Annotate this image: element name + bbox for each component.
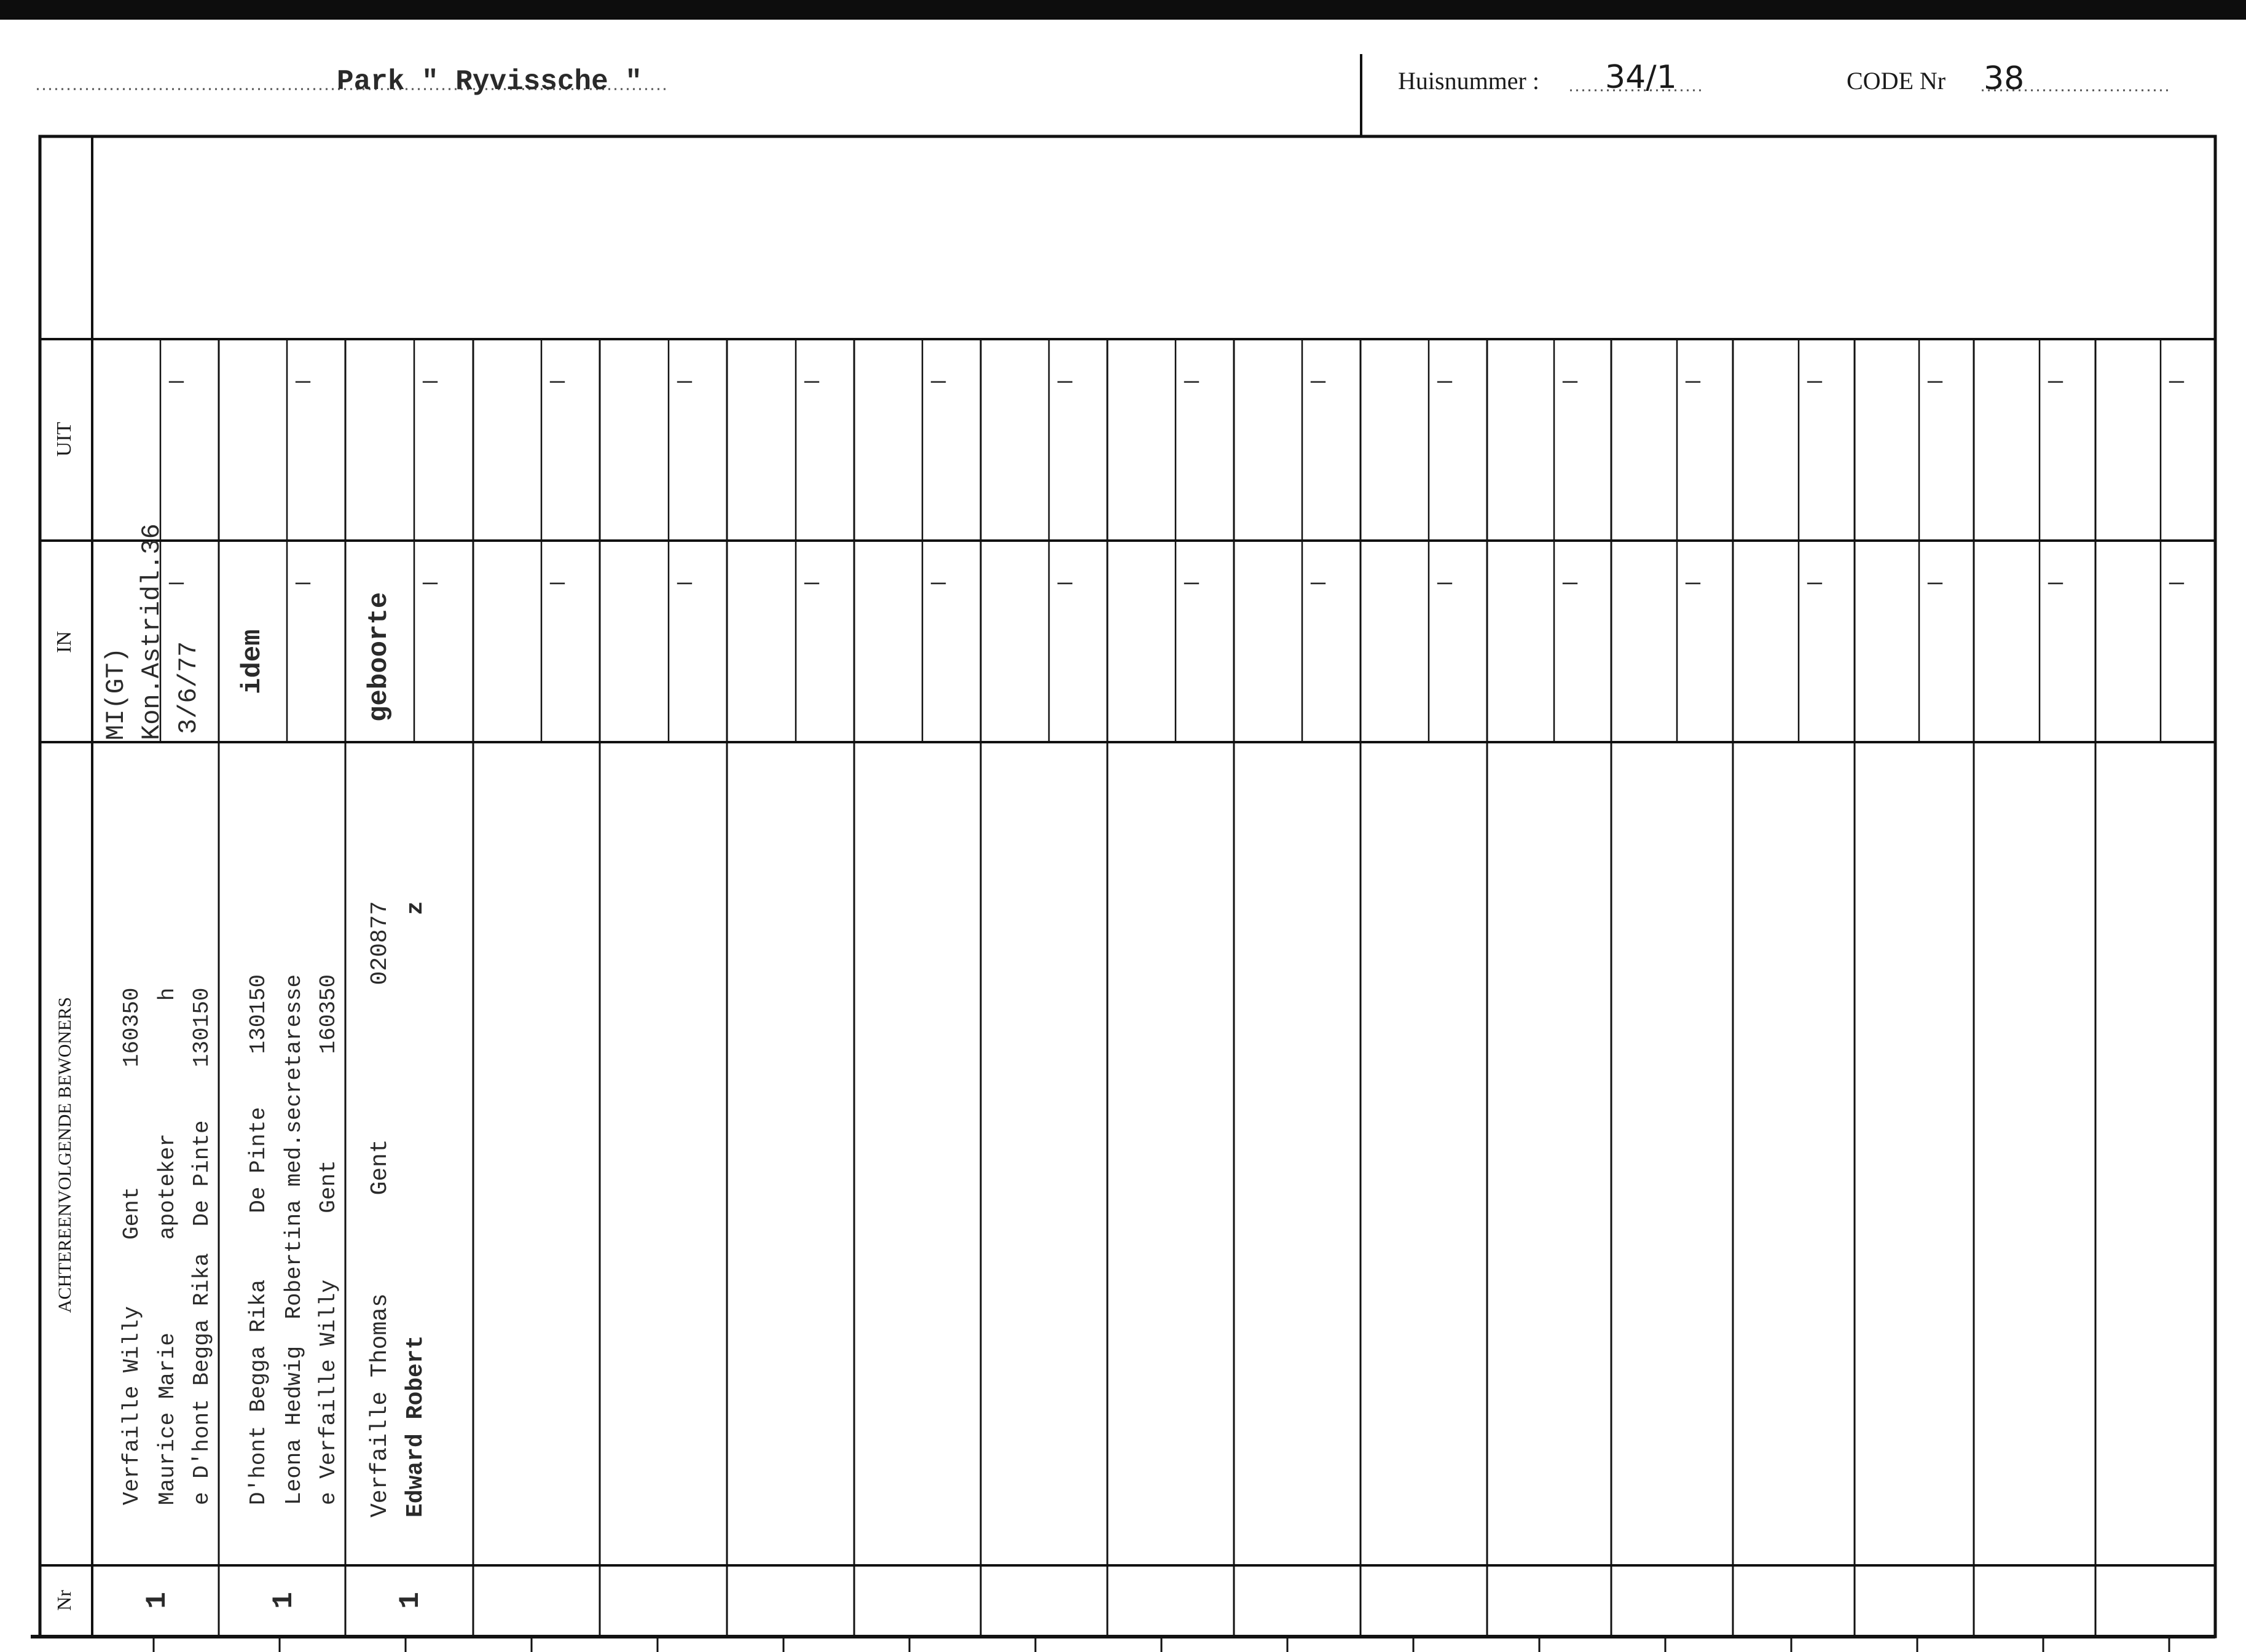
- empty-dash: —: [1311, 570, 1326, 598]
- empty-dash: —: [423, 369, 438, 396]
- empty-dash: —: [2169, 369, 2185, 396]
- bottom-ticks: [154, 1637, 2169, 1652]
- empty-dash: —: [1563, 369, 1578, 396]
- entry-1: [101, 523, 214, 1609]
- table-outer-border: [40, 136, 2215, 1637]
- empty-dash: —: [1807, 570, 1823, 598]
- entry-resident-line: e Verfaille Willy Gent 160350: [316, 974, 341, 1505]
- entry-resident-line: Leona Hedwig Robertina med.secretaresse: [281, 974, 307, 1505]
- empty-dash: —: [1058, 369, 1073, 396]
- entry-in-line: idem: [237, 629, 268, 694]
- empty-dash: —: [1311, 369, 1326, 396]
- entry-nr: 1: [141, 1592, 173, 1609]
- entry-resident-line: Verfaille Thomas Gent 020877: [367, 901, 393, 1517]
- entry-resident-line: e D'hont Begga Rika De Pinte 130150: [189, 987, 214, 1505]
- entry-resident-line: D'hont Begga Rika De Pinte 130150: [246, 974, 271, 1505]
- entry-resident-line: Maurice Marie apoteker h: [155, 987, 180, 1505]
- empty-dash: —: [677, 570, 693, 598]
- column-lines: [219, 339, 2095, 1637]
- in-row-label: IN: [53, 631, 76, 653]
- code-label: CODE Nr: [1847, 67, 1946, 95]
- empty-dash: —: [550, 369, 565, 396]
- empty-dash: —: [1686, 570, 1701, 598]
- empty-dash: —: [1437, 570, 1453, 598]
- empty-dash: —: [931, 570, 946, 598]
- empty-dash: —: [1686, 369, 1701, 396]
- empty-dash: —: [804, 570, 820, 598]
- empty-dash: —: [1184, 369, 1200, 396]
- empty-dash: —: [1928, 369, 1943, 396]
- code-value: 38: [1984, 60, 2025, 97]
- entry-in-line: 3/6/77: [174, 641, 203, 734]
- entry-nr: 1: [268, 1592, 300, 1609]
- empty-dash: —: [1058, 570, 1073, 598]
- top-scan-border: [0, 0, 2246, 20]
- empty-dash: —: [1437, 369, 1453, 396]
- entry-3: [364, 592, 429, 1609]
- empty-field-dashes: [168, 369, 2185, 598]
- entry-resident-line: Verfaille Willy Gent 160350: [119, 987, 144, 1505]
- entry-in-line: Kon.Astridl.36: [137, 523, 167, 740]
- nr-row-label: Nr: [53, 1590, 75, 1611]
- register-table: [31, 136, 2215, 1652]
- empty-dash: —: [2048, 570, 2063, 598]
- empty-dash: —: [296, 570, 311, 598]
- empty-dash: —: [1184, 570, 1200, 598]
- empty-dash: —: [2169, 570, 2185, 598]
- entry-in-line: MI(GT): [101, 647, 131, 740]
- uit-row-label: UIT: [53, 421, 76, 457]
- residents-row-label: ACHTEREENVOLGENDE BEWONERS: [55, 996, 75, 1313]
- empty-dash: —: [296, 369, 311, 396]
- entry-2: [237, 629, 341, 1608]
- entry-in-line: geboorte: [364, 592, 395, 722]
- empty-dash: —: [169, 570, 184, 598]
- empty-dash: —: [931, 369, 946, 396]
- house-number-label: Huisnummer :: [1398, 67, 1539, 95]
- entry-nr: 1: [395, 1592, 426, 1609]
- row-labels: [53, 421, 76, 1610]
- empty-dash: —: [550, 570, 565, 598]
- street-name: Park " Ryvissche ": [337, 66, 642, 98]
- empty-dash: —: [677, 369, 693, 396]
- empty-dash: —: [1928, 570, 1943, 598]
- house-number-value: 34/1: [1605, 59, 1677, 96]
- empty-dash: —: [169, 369, 184, 396]
- empty-dash: —: [423, 570, 438, 598]
- empty-dash: —: [2048, 369, 2063, 396]
- empty-dash: —: [1563, 570, 1578, 598]
- empty-dash: —: [1807, 369, 1823, 396]
- empty-dash: —: [804, 369, 820, 396]
- card-header: [37, 54, 2169, 136]
- entry-resident-line: Edward Robert z: [402, 901, 429, 1517]
